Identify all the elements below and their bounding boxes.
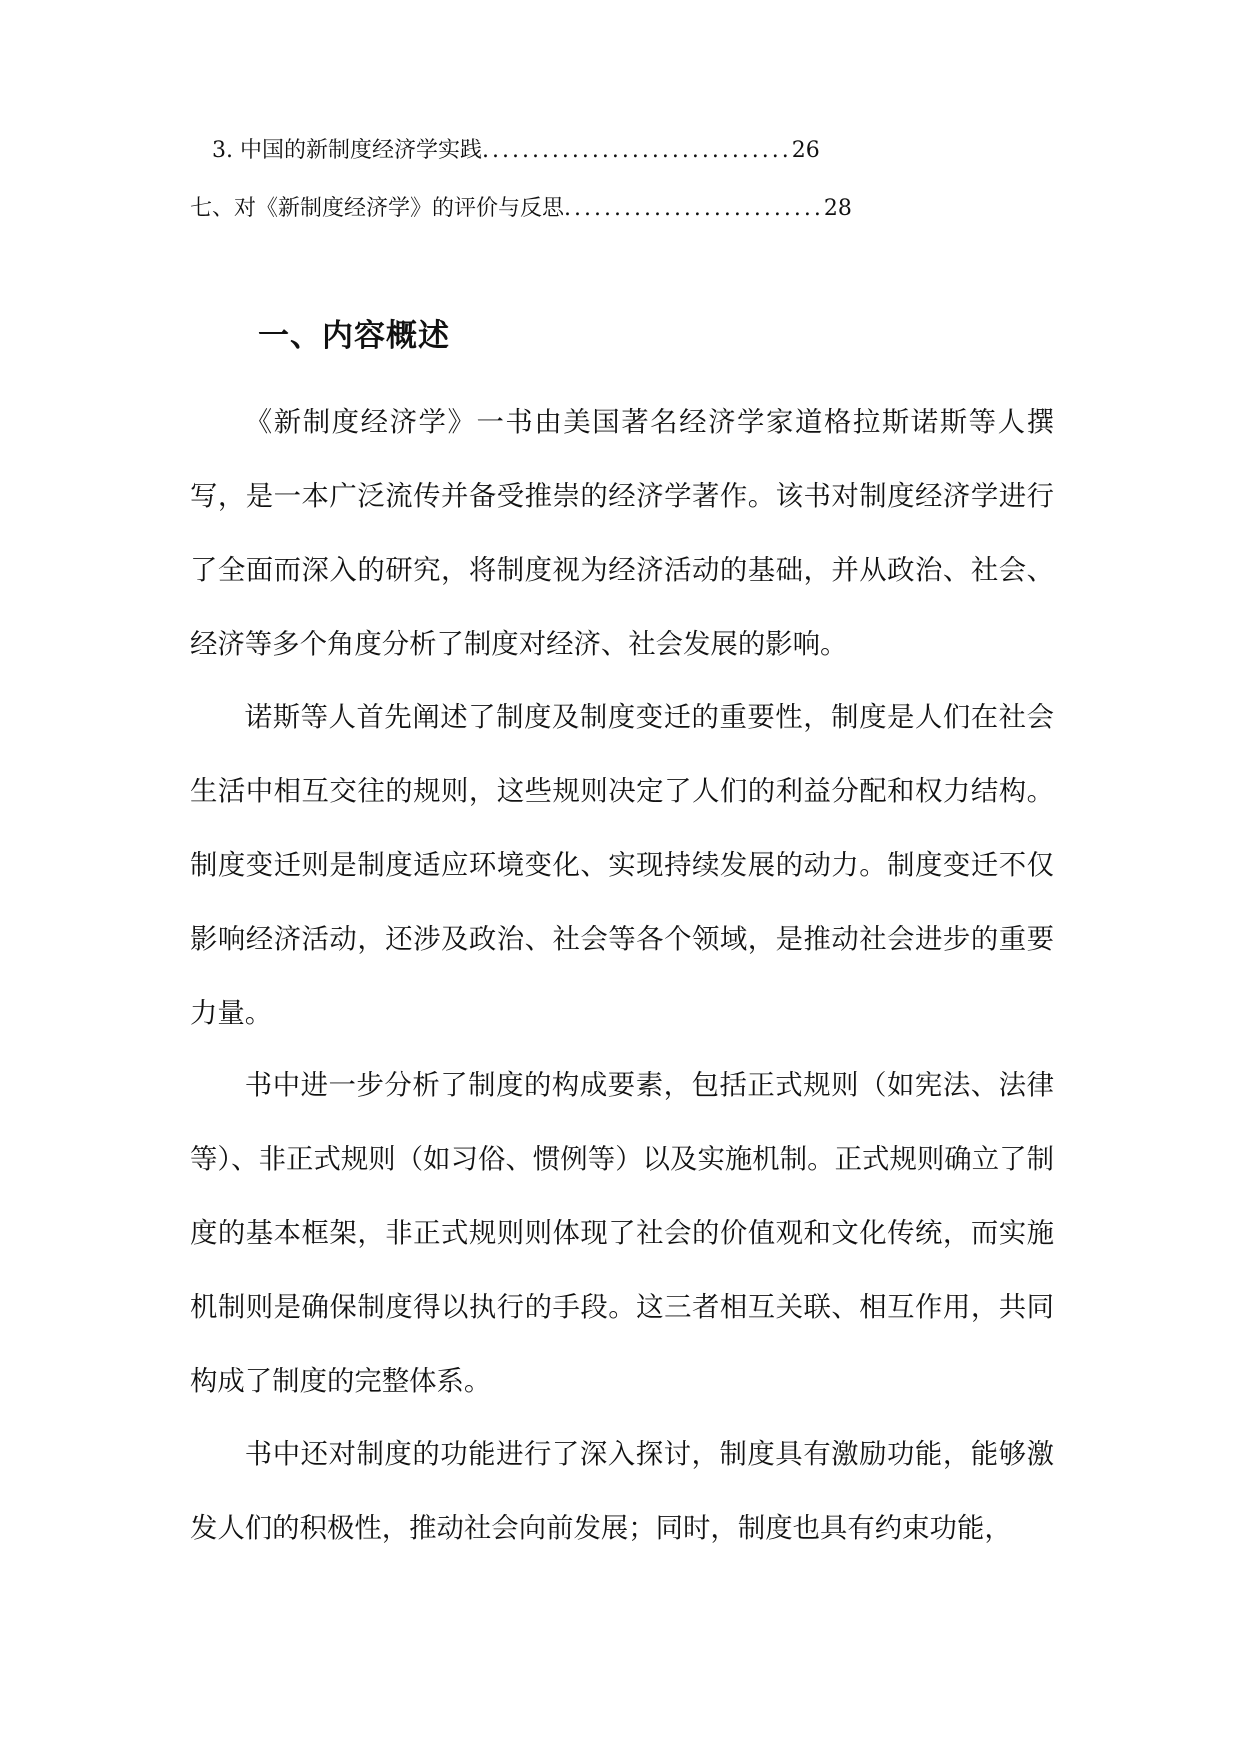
- toc-entry-page: 28: [823, 196, 852, 221]
- toc-entry-leader: ..........................: [564, 196, 824, 221]
- toc-entry[interactable]: [212, 136, 1070, 166]
- body-paragraph: 书中还对制度的功能进行了深入探讨，制度具有激励功能，能够激发人们的积极性，推动社会向前发展；同时，制度也具有约束功能，: [190, 1439, 1054, 1544]
- body-paragraph: 书中进一步分析了制度的构成要素，包括正式规则（如宪法、法律等）、非正式规则（如习俗、惯例等）以及实施机制。正式规则确立了制度的基本框架，非正式规则则体现了社会的价值观和文化传统，而实施机制则是确保制度得以执行的手段。这三者相互关联、相互作用，共同构成了制度的完整体系。: [190, 1070, 1054, 1397]
- toc-entry-label: 3. 中国的新制度经济学实践: [212, 138, 482, 163]
- body-paragraph: 《新制度经济学》一书由美国著名经济学家道格拉斯诺斯等人撰写，是一本广泛流传并备受推崇的经济学著作。该书对制度经济学进行了全面而深入的研究，将制度视为经济活动的基础，并从政治、社会、经济等多个角度分析了制度对经济、社会发展的影响。: [190, 407, 1054, 660]
- body-paragraph: 诺斯等人首先阐述了制度及制度变迁的重要性，制度是人们在社会生活中相互交往的规则，这些规则决定了人们的利益分配和权力结构。制度变迁则是制度适应环境变化、实现持续发展的动力。制度变迁不仅影响经济活动，还涉及政治、社会等各个领域，是推动社会进步的重要力量。: [190, 702, 1054, 1029]
- toc-entry-label: 七、对《新制度经济学》的评价与反思: [190, 196, 565, 221]
- toc-entry-page: 26: [791, 138, 820, 163]
- section-heading: 一、内容概述: [258, 318, 450, 354]
- toc-entry-leader: ...............................: [481, 138, 792, 163]
- toc-entry[interactable]: [190, 194, 1070, 224]
